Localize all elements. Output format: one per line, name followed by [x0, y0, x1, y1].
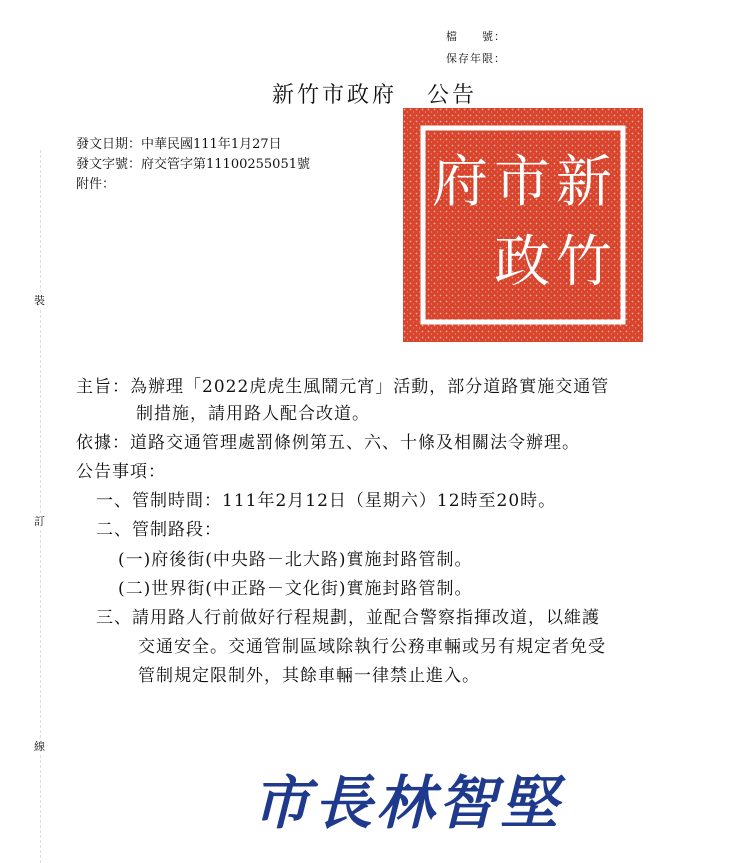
item-3-line-2: 交通安全。交通管制區域除執行公務車輛或另有規定者免受	[138, 637, 606, 657]
basis-line: 依據：道路交通管理處罰條例第五、六、十條及相關法令辦理。	[76, 433, 580, 453]
item-1-control-time: 一、管制時間：111年2月12日（星期六）12時至20時。	[96, 491, 557, 511]
item-2-subitem-1: (一)府後街(中央路－北大路)實施封路管制。	[118, 550, 473, 570]
binding-line	[40, 150, 41, 863]
item-2-subitem-2: (二)世界街(中正路－文化街)實施封路管制。	[118, 579, 473, 599]
binding-mark-ding: 訂	[34, 515, 45, 528]
file-number-label: 檔 號：	[446, 30, 506, 43]
seal-character: 府	[432, 149, 490, 215]
seal-character: 竹	[556, 229, 614, 295]
subject-line-1: 主旨：為辦理「2022虎虎生風鬧元宵」活動，部分道路實施交通管	[76, 377, 610, 397]
seal-character: 政	[494, 229, 552, 295]
document-number-line: 發文字號：府交管字第11100255051號	[76, 157, 310, 172]
title-type: 公告	[427, 83, 478, 108]
attachment-line: 附件：	[76, 177, 116, 192]
item-2-control-sections: 二、管制路段：	[96, 520, 222, 540]
official-seal	[403, 108, 643, 342]
seal-character: 市	[494, 149, 552, 215]
seal-character: 新	[556, 149, 614, 215]
binding-mark-zhuang: 裝	[34, 294, 45, 307]
subject-line-2: 制措施，請用路人配合改道。	[136, 404, 370, 424]
mayor-signature	[248, 755, 608, 845]
issue-date-line: 發文日期：中華民國111年1月27日	[76, 137, 282, 152]
retention-period-label: 保存年限：	[446, 52, 506, 65]
signature-characters: 市長林智堅	[252, 769, 563, 837]
item-3-line-3: 管制規定限制外，其餘車輛一律禁止進入。	[138, 666, 480, 686]
announcement-items-heading: 公告事項：	[76, 462, 166, 482]
seal-background	[403, 108, 643, 342]
document-title	[272, 78, 477, 109]
binding-mark-xian: 線	[34, 740, 45, 753]
title-organization: 新竹市政府	[272, 83, 398, 108]
item-3-line-1: 三、請用路人行前做好行程規劃，並配合警察指揮改道，以維護	[96, 608, 600, 628]
